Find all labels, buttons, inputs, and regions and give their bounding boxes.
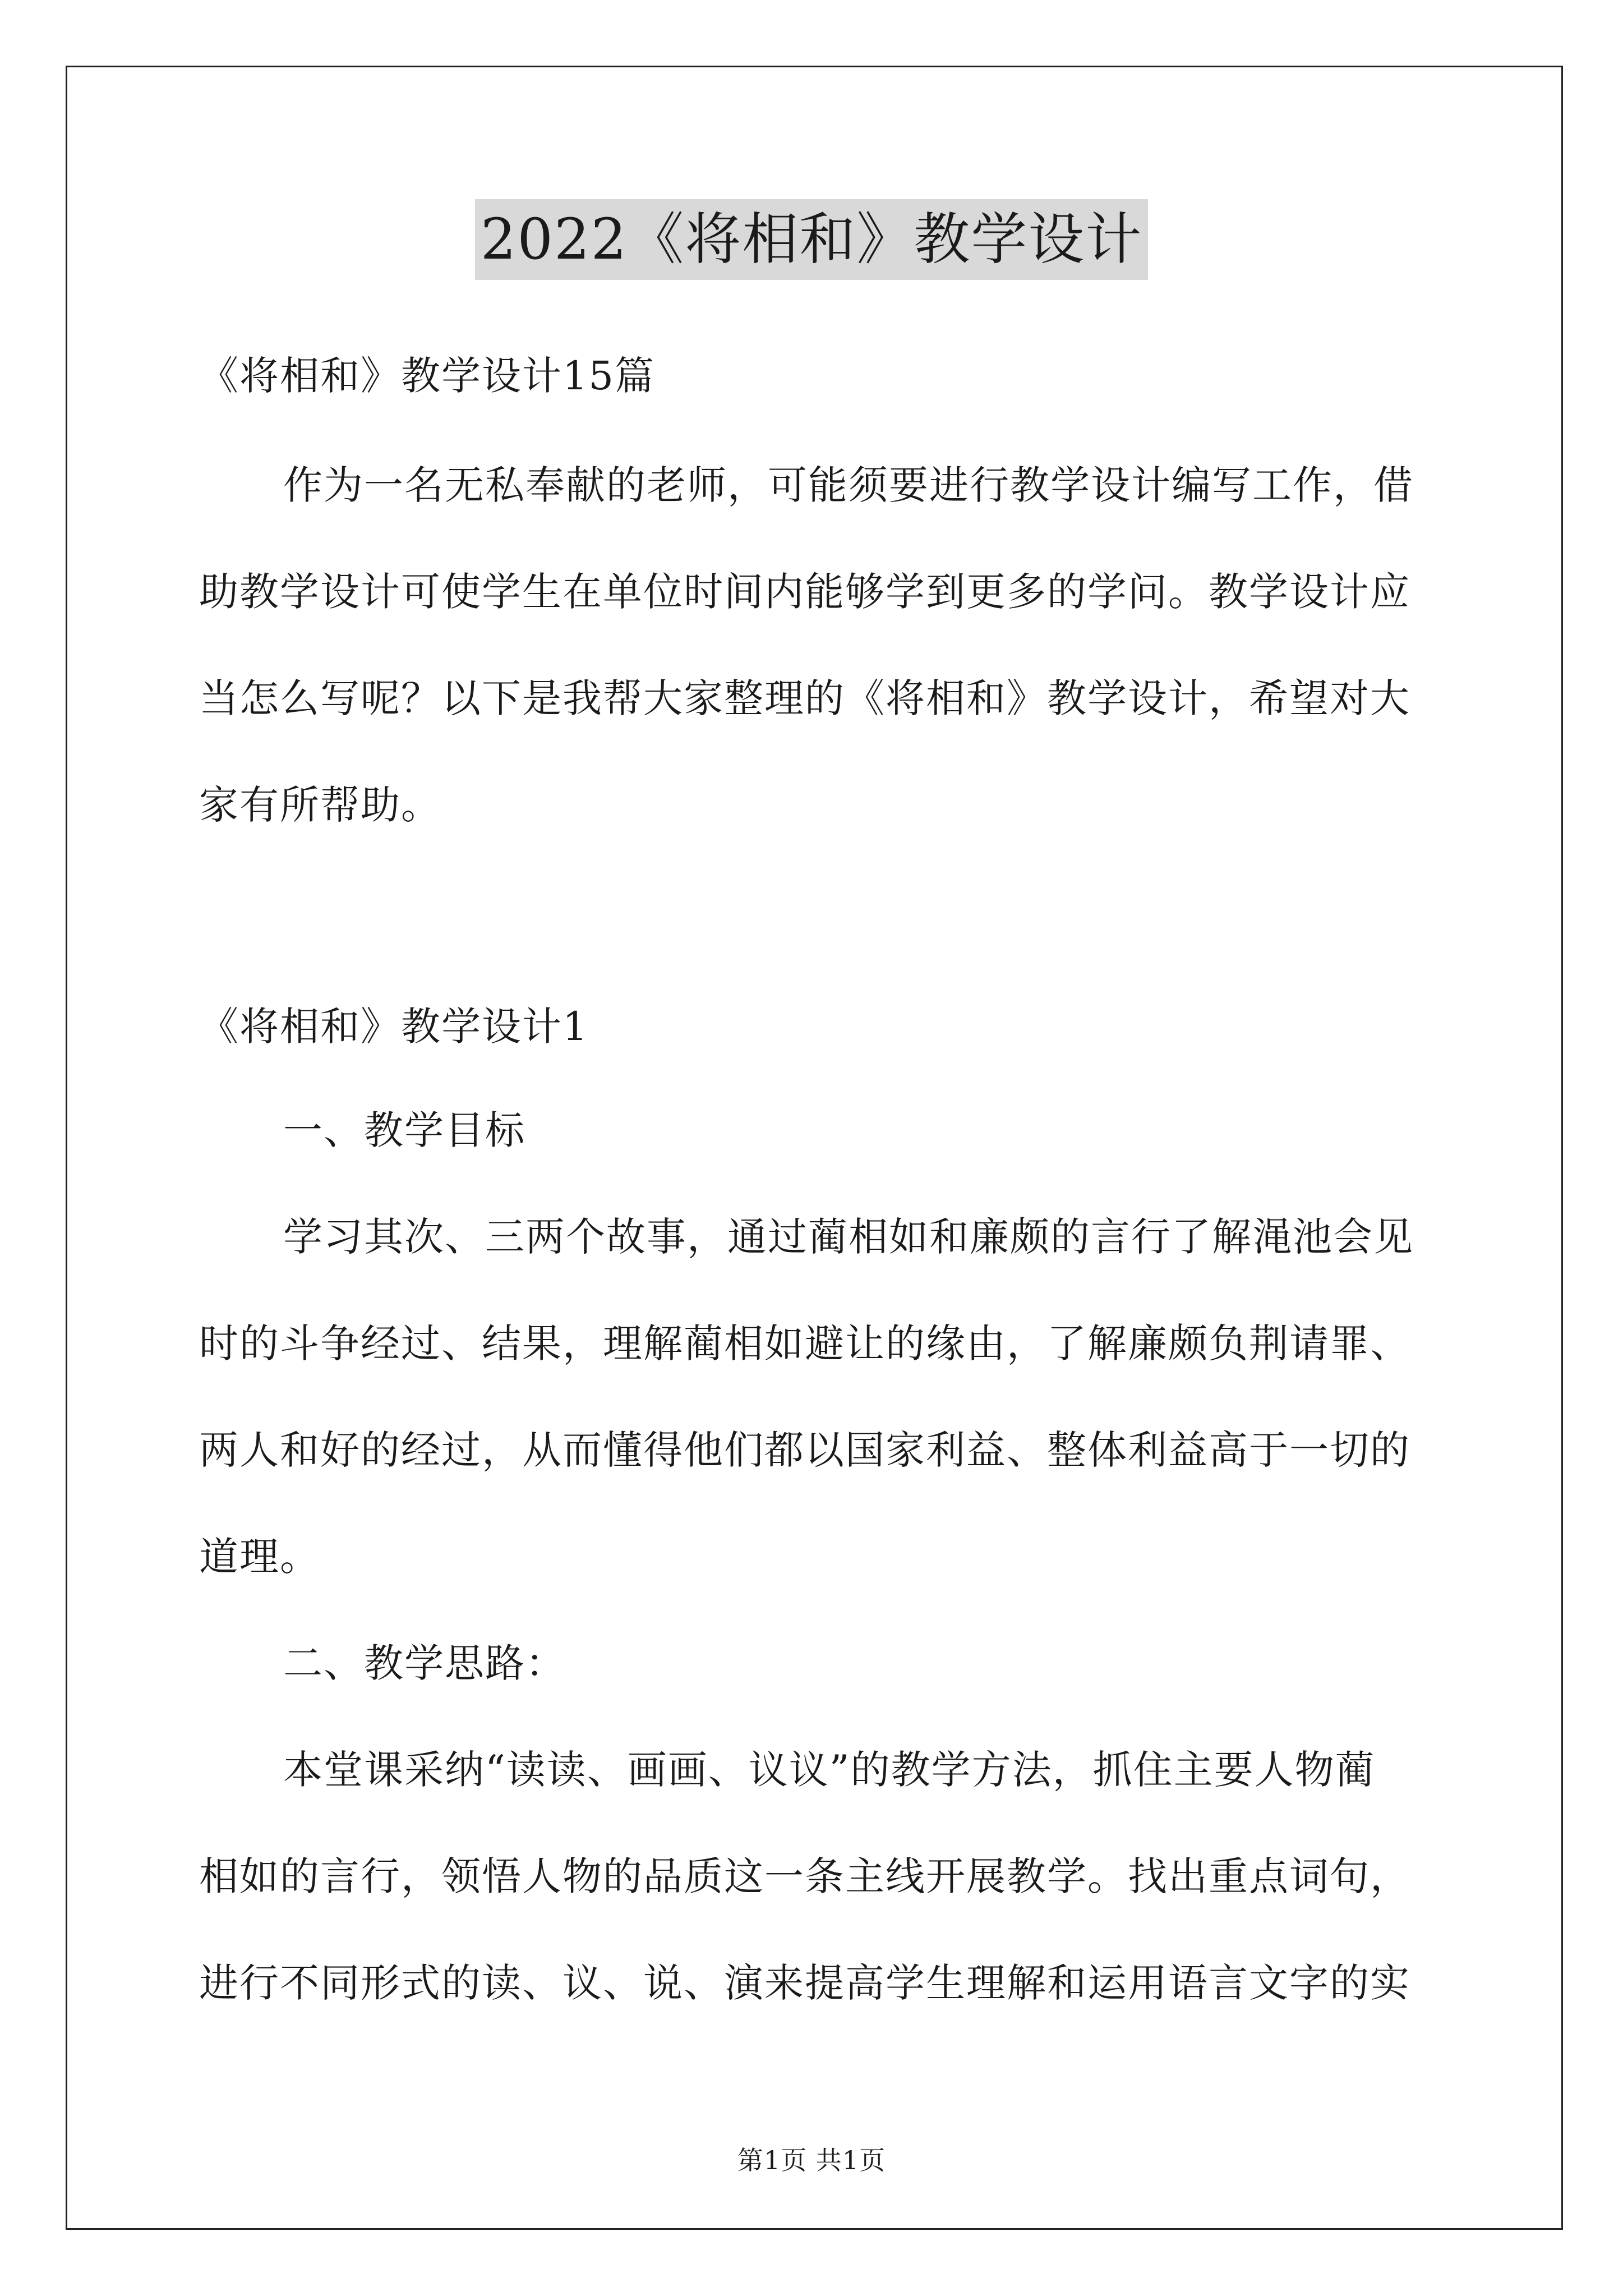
subtitle-paragraph (199, 323, 1436, 429)
approach-heading-paragraph (199, 1610, 1436, 1717)
approach-heading: 二、教学思路： (283, 1640, 566, 1686)
intro-line: 作为一名无私奉献的老师，可能须要进行教学设计编写工作，借 (283, 462, 1414, 508)
section-heading-paragraph (199, 973, 1436, 1080)
document-subtitle: 《将相和》教学设计15篇 (199, 353, 656, 399)
intro-line: 当怎么写呢？以下是我帮大家整理的《将相和》教学设计，希望对大 (199, 675, 1410, 721)
goal-line: 两人和好的经过，从而懂得他们都以国家利益、整体利益高于一切的 (199, 1427, 1410, 1473)
goal-heading-paragraph (199, 1077, 1436, 1184)
goal-line: 时的斗争经过、结果，理解蔺相如避让的缘由，了解廉颇负荆请罪、 (199, 1320, 1410, 1366)
approach-line: 进行不同形式的读、议、说、演来提高学生理解和运用语言文字的实 (199, 1960, 1410, 2006)
goal-paragraph (199, 1184, 1436, 1610)
goal-line: 道理。 (199, 1534, 320, 1580)
intro-line: 家有所帮助。 (199, 782, 441, 828)
approach-line: 本堂课采纳“读读、画画、议议”的教学方法，抓住主要人物蔺 (283, 1747, 1376, 1793)
approach-paragraph (199, 1717, 1436, 2036)
approach-line: 相如的言行，领悟人物的品质这一条主线开展教学。找出重点词句， (199, 1853, 1410, 1899)
goal-heading: 一、教学目标 (283, 1107, 525, 1153)
document-title: 2022《将相和》教学设计 (475, 199, 1149, 280)
title-area (0, 199, 1623, 280)
section-heading: 《将相和》教学设计1 (199, 1004, 589, 1050)
intro-line: 助教学设计可使学生在单位时间内能够学到更多的学问。教学设计应 (199, 569, 1410, 615)
intro-paragraph (199, 432, 1436, 858)
page-number: 第1页 共1页 (737, 2145, 886, 2175)
page-footer (0, 2140, 1623, 2177)
goal-line: 学习其次、三两个故事，通过蔺相如和廉颇的言行了解渑池会见 (283, 1214, 1414, 1260)
